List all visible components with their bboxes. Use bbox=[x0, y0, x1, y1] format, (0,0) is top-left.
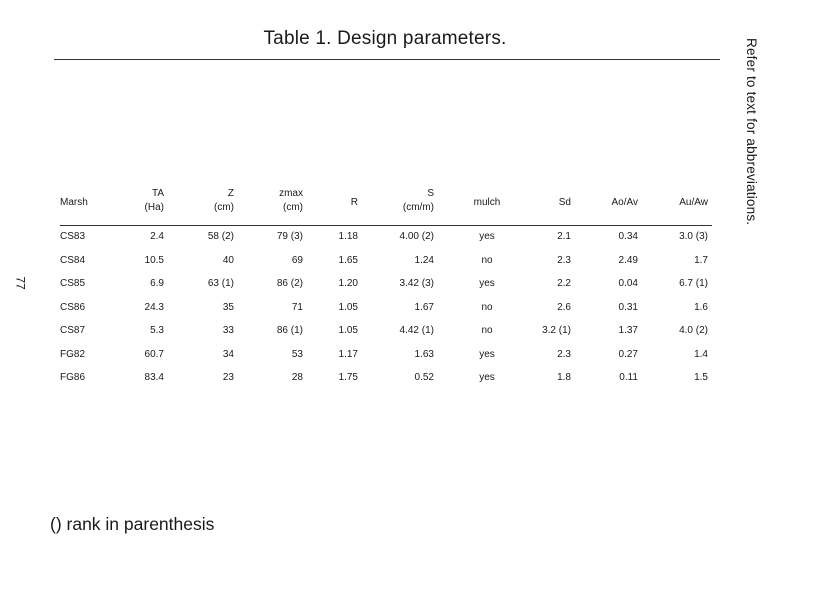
table-cell-ta: 6.9 bbox=[150, 278, 164, 289]
table-cell-z: 35 bbox=[222, 301, 234, 313]
table-cell-marsh: CS87 bbox=[60, 325, 86, 336]
table-cell-r: 1.75 bbox=[338, 372, 358, 383]
table-cell-r: 1.17 bbox=[338, 348, 358, 360]
table-cell-aoav: 0.34 bbox=[618, 231, 638, 242]
table-cell-z: 40 bbox=[222, 254, 234, 266]
table-cell-ta: 24.3 bbox=[144, 301, 164, 313]
table-cell-r: 1.05 bbox=[338, 301, 358, 313]
table-cell-sd: 2.3 bbox=[557, 254, 571, 266]
table-cell-mulch: yes bbox=[479, 231, 495, 242]
table-cell-mulch: no bbox=[481, 254, 493, 266]
table-cell-auaw: 1.7 bbox=[694, 254, 708, 266]
table-cell-zmax: 79 (3) bbox=[276, 231, 303, 242]
table-cell-ta: 2.4 bbox=[150, 231, 164, 242]
table-cell-marsh: FG82 bbox=[60, 348, 86, 360]
page-number: 77 bbox=[13, 276, 28, 290]
table-cell-aoav: 0.27 bbox=[618, 348, 638, 360]
table-cell-z: 23 bbox=[222, 372, 234, 383]
table-cell-mulch: yes bbox=[479, 372, 495, 383]
column-header-marsh: Marsh bbox=[60, 197, 88, 208]
table-cell-r: 1.18 bbox=[338, 231, 358, 242]
column-header-zmax: (cm) bbox=[283, 202, 303, 213]
column-header-s: S bbox=[427, 188, 434, 199]
column-header-ta: TA bbox=[151, 188, 164, 199]
table-cell-ta: 5.3 bbox=[150, 325, 164, 336]
column-header-r: R bbox=[350, 197, 358, 208]
table-cell-zmax: 53 bbox=[291, 348, 303, 360]
table-cell-aoav: 0.31 bbox=[618, 301, 638, 313]
column-header-z: (cm) bbox=[214, 202, 234, 213]
table-cell-marsh: CS86 bbox=[60, 301, 86, 313]
table-cell-z: 34 bbox=[222, 348, 234, 360]
table-cell-aoav: 1.37 bbox=[618, 325, 638, 336]
table-cell-mulch: no bbox=[481, 301, 493, 313]
column-header-s: (cm/m) bbox=[402, 202, 434, 213]
column-header-ta: (Ha) bbox=[144, 202, 164, 213]
table-cell-sd: 3.2 (1) bbox=[542, 325, 571, 336]
column-header-sd: Sd bbox=[558, 197, 571, 208]
table-cell-s: 4.42 (1) bbox=[399, 325, 434, 336]
table-cell-zmax: 69 bbox=[291, 254, 303, 266]
table-cell-ta: 60.7 bbox=[144, 348, 164, 360]
table-cell-r: 1.65 bbox=[338, 254, 358, 266]
table-cell-z: 33 bbox=[222, 325, 234, 336]
table-cell-marsh: FG86 bbox=[60, 372, 86, 383]
table-cell-mulch: yes bbox=[479, 348, 495, 360]
title-rule bbox=[54, 59, 720, 60]
table-cell-sd: 2.3 bbox=[557, 348, 571, 360]
table-cell-zmax: 71 bbox=[291, 301, 303, 313]
table-cell-auaw: 4.0 (2) bbox=[679, 325, 708, 336]
table-cell-sd: 2.1 bbox=[557, 231, 571, 242]
table-cell-s: 1.67 bbox=[414, 301, 434, 313]
table-cell-z: 63 (1) bbox=[207, 278, 234, 289]
table-cell-aoav: 2.49 bbox=[618, 254, 638, 266]
table-cell-mulch: no bbox=[481, 325, 493, 336]
table-cell-mulch: yes bbox=[479, 278, 495, 289]
column-header-zmax: zmax bbox=[279, 188, 303, 199]
table-cell-r: 1.20 bbox=[338, 278, 358, 289]
table-cell-zmax: 86 (1) bbox=[276, 325, 303, 336]
table-cell-ta: 10.5 bbox=[144, 254, 164, 266]
table-cell-z: 58 (2) bbox=[207, 231, 234, 242]
footnote: () rank in parenthesis bbox=[50, 514, 215, 534]
table-cell-s: 0.52 bbox=[414, 372, 434, 383]
table-cell-sd: 1.8 bbox=[557, 372, 571, 383]
table-cell-s: 3.42 (3) bbox=[399, 278, 434, 289]
column-header-mulch: mulch bbox=[473, 197, 501, 208]
table-cell-s: 1.63 bbox=[414, 348, 434, 360]
table-cell-s: 1.24 bbox=[414, 254, 434, 266]
abbreviations-note: Refer to text for abbreviations. bbox=[744, 38, 759, 226]
table-cell-sd: 2.2 bbox=[557, 278, 571, 289]
table-cell-auaw: 1.5 bbox=[694, 372, 708, 383]
table-cell-r: 1.05 bbox=[338, 325, 358, 336]
table-cell-zmax: 28 bbox=[291, 372, 303, 383]
page-title: Table 1. Design parameters. bbox=[263, 28, 507, 49]
table-cell-auaw: 6.7 (1) bbox=[679, 278, 708, 289]
table-cell-marsh: CS85 bbox=[60, 278, 86, 289]
column-header-z: Z bbox=[227, 188, 234, 199]
column-header-aoav: Ao/Av bbox=[611, 197, 638, 208]
table-cell-auaw: 1.6 bbox=[694, 301, 708, 313]
header-rule bbox=[60, 225, 712, 226]
table-cell-auaw: 3.0 (3) bbox=[679, 231, 708, 242]
table-cell-auaw: 1.4 bbox=[694, 348, 708, 360]
table-cell-marsh: CS84 bbox=[60, 254, 86, 266]
column-header-auaw: Au/Aw bbox=[679, 197, 708, 208]
table-cell-aoav: 0.04 bbox=[618, 278, 638, 289]
table-cell-marsh: CS83 bbox=[60, 231, 86, 242]
table-cell-s: 4.00 (2) bbox=[399, 231, 434, 242]
table-cell-ta: 83.4 bbox=[144, 372, 164, 383]
table-cell-zmax: 86 (2) bbox=[276, 278, 303, 289]
table-cell-aoav: 0.11 bbox=[619, 372, 638, 383]
table-cell-sd: 2.6 bbox=[557, 301, 571, 313]
